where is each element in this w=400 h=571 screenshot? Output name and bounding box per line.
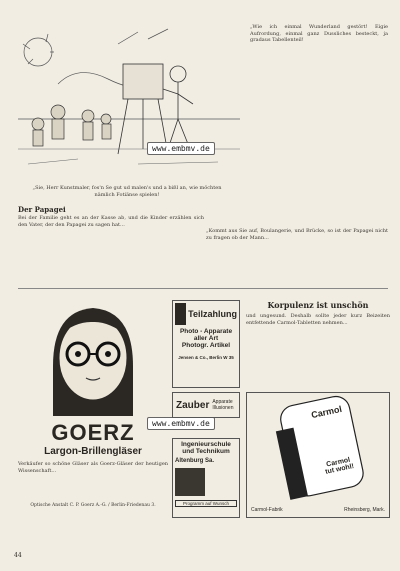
zauber-side2: Illusionen <box>212 405 234 411</box>
ingenieur-footer: Programm auf Wunsch <box>175 500 237 507</box>
korpulenz-title: Korpulenz ist unschön <box>267 300 369 310</box>
ad-korpulenz <box>246 300 390 380</box>
article-right-text: „Wie ich einmal Wunderland gestört! Eigie Aufrordung, einmal ganz Dussliches besteckt, ja gradaus Tabellenteil! <box>250 24 388 43</box>
ad-zauber <box>172 392 240 418</box>
ad-teilzahlung <box>172 300 240 388</box>
page-number: 44 <box>14 552 22 559</box>
school-building-icon <box>175 468 205 496</box>
goerz-brand: GOERZ <box>51 420 135 445</box>
article-right-lower-text: „Kommt aus Sie auf, Boulangerie, und Brücke, so ist der Papagei nicht zu fragen ob der Mann... <box>206 228 388 241</box>
ingenieur-city: Altenburg Sa. <box>175 458 215 464</box>
article-body-text: Bei der Familie geht es an der Kasse ab, und die Kinder erzählen sich den Vater, der den Papagei zu sagen hat... <box>18 215 204 228</box>
goerz-face-illustration <box>18 296 168 416</box>
ingenieur-title2: und Technikum <box>182 448 230 455</box>
teilzahlung-title: Teilzahlung <box>188 309 237 319</box>
ad-carmol <box>246 392 390 518</box>
zauber-side1: Apparate <box>212 399 233 405</box>
carmol-brand: Carmol <box>310 403 343 421</box>
ad-ingenieurschule <box>172 438 240 518</box>
watermark: www.embmv.de <box>147 142 215 155</box>
goerz-body: Verkäufer so schöne Gläser als Goerz-Gläser der heutigen Wissenschaft... <box>18 461 168 474</box>
ad-goerz <box>18 296 168 518</box>
carmol-tagline: Carmol tut wohl! <box>324 456 355 476</box>
goerz-footer: Optische Anstalt C. P. Goerz A.-G. / Berlin-Friedenau 3. <box>30 503 156 508</box>
article-body <box>18 215 204 275</box>
article-heading: Der Papagei <box>18 205 66 214</box>
watermark: www.embmv.de <box>147 417 215 430</box>
teilzahlung-line3: Photogr. Artikel <box>181 342 231 349</box>
divider <box>18 288 388 289</box>
teilzahlung-line1: Photo - Apparate <box>179 328 233 335</box>
teilzahlung-firm: Jensen & Co., Berlin W 35 <box>178 355 234 360</box>
cartoon-caption: „Sie, Herr Kunstmaler, fos'n Se gut ud malen's und a bißl an, wie möchten nämlich Fotiänse spielen! <box>32 185 222 198</box>
article-right-lower <box>206 228 388 276</box>
korpulenz-body: und ungesund. Deshalb sollte jeder kurz Beizeiten entfettende Carmol-Tabletten nehmen... <box>246 313 390 326</box>
cartoon-drawing <box>18 24 240 179</box>
article-right-column <box>250 24 388 224</box>
carmol-footer-left: Carmol-Fabrik <box>251 507 283 513</box>
zauber-title: Zauber <box>176 399 210 411</box>
ingenieur-title1: Ingenieurschule <box>181 441 231 448</box>
cartoon-illustration <box>18 24 240 179</box>
teilzahlung-line2: aller Art <box>193 335 219 342</box>
carmol-footer-right: Rheinsberg, Mark. <box>344 507 385 513</box>
camera-icon <box>175 303 186 325</box>
goerz-product: Largon-Brillengläser <box>44 446 142 457</box>
